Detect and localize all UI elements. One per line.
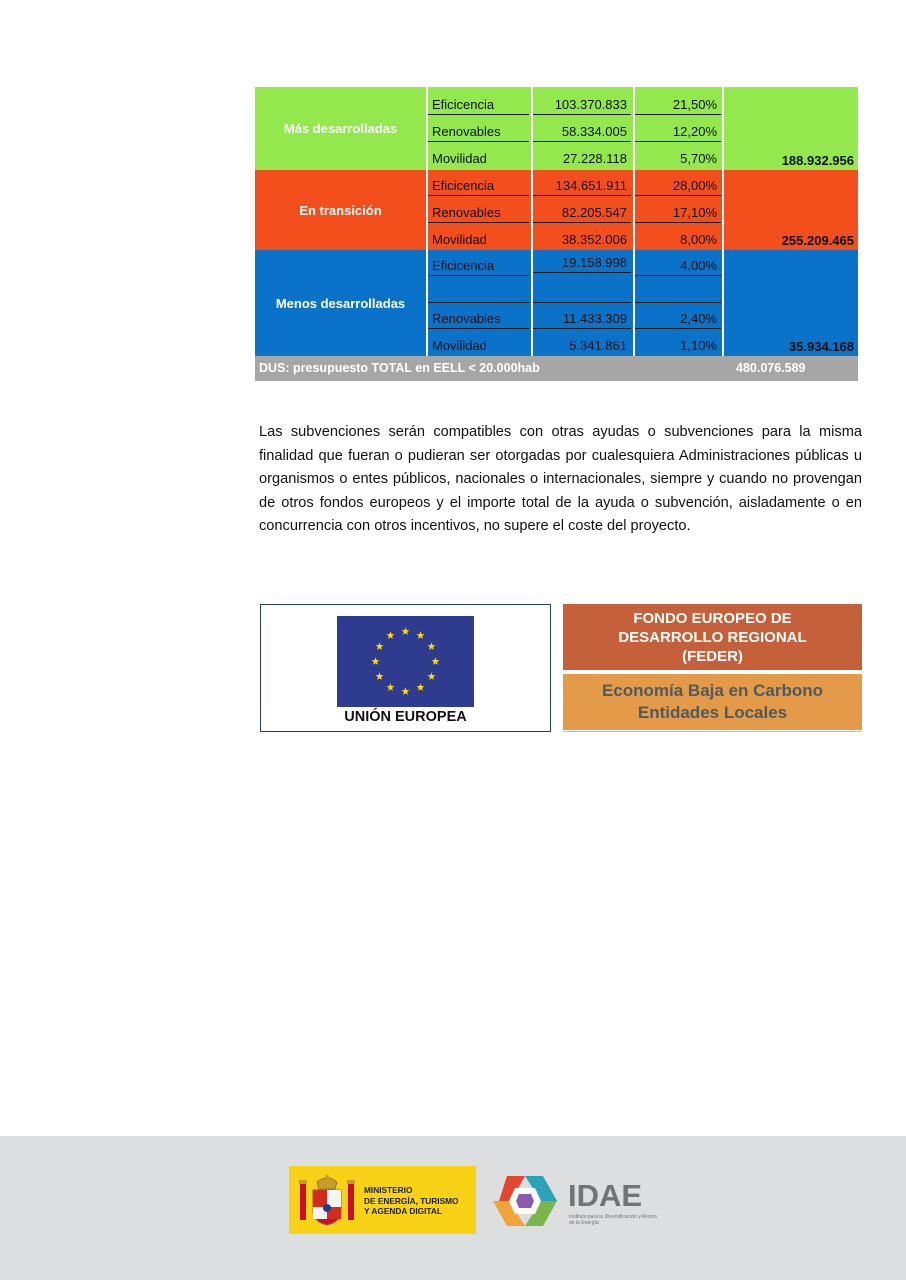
energy-type: Movilidad xyxy=(432,232,487,247)
column-separator xyxy=(722,87,724,170)
energy-type: Movilidad xyxy=(432,338,487,353)
body-paragraph: Las subvenciones serán compatibles con otras ayudas o subvenciones para la misma finalidad que fueran o pudieran ser otorgadas por cualesquiera Administraciones públicas u organismos o entes públicos, nacionales o internacionales, siempre y cuando no provengan de otros fondos europeos y el importe total de la ayuda o subvención, aisladamente o en concurrencia con otros incentivos, no supere el coste del proyecto. xyxy=(259,424,862,534)
eu-label: UNIÓN EUROPEA xyxy=(344,709,467,725)
energy-type: Eficicencia xyxy=(428,170,529,196)
percent-value: 17,10% xyxy=(635,197,721,223)
region-label: Menos desarrolladas xyxy=(275,295,406,311)
region-block xyxy=(255,250,858,356)
percent-value: 8,00% xyxy=(680,232,717,247)
amount-value: 5.341.861 xyxy=(569,338,627,353)
amount-value xyxy=(533,277,631,303)
grand-total-label: DUS: presupuesto TOTAL en EELL < 20.000hab xyxy=(259,361,540,375)
coat-of-arms-icon xyxy=(297,1172,357,1228)
program-title-line: Entidades Locales xyxy=(637,703,788,722)
grand-total-value: 480.076.589 xyxy=(736,361,806,375)
percent-value: 28,00% xyxy=(635,170,721,196)
region-block xyxy=(255,87,858,170)
energy-type xyxy=(428,277,529,303)
amount-value: 27.228.118 xyxy=(562,151,627,166)
column-separator xyxy=(722,250,724,356)
region-total: 255.209.465 xyxy=(781,233,854,248)
region-total: 188.932.956 xyxy=(781,153,854,168)
region-total: 35.934.168 xyxy=(788,339,854,354)
amount-value: 58.334.005 xyxy=(533,116,631,142)
region-label: En transición xyxy=(299,202,382,218)
amount-value: 82.205.547 xyxy=(533,197,631,223)
percent-value: 5,70% xyxy=(680,151,717,166)
energy-type: Eficicencia xyxy=(428,250,529,276)
amount-value: 103.370.833 xyxy=(533,89,631,115)
grand-total-row xyxy=(255,356,858,381)
feder-title xyxy=(563,604,862,670)
region-label: Más desarrolladas xyxy=(283,121,398,136)
ministry-logo xyxy=(289,1166,476,1234)
feder-title-line: FONDO EUROPEO DE xyxy=(633,610,792,627)
idae-mark-icon xyxy=(485,1172,565,1230)
energy-type: Renovables xyxy=(428,116,529,142)
energy-type: Movilidad xyxy=(432,151,487,166)
program-title xyxy=(563,674,862,730)
program-title-line: Economía Baja en Carbono xyxy=(601,681,824,700)
feder-title-line: (FEDER) xyxy=(682,648,743,665)
ministry-name xyxy=(364,1185,474,1217)
amount-value: 19.158.998 xyxy=(533,247,631,273)
percent-value: 1,10% xyxy=(680,338,717,353)
percent-value: 12,20% xyxy=(635,116,721,142)
amount-value: 134.651.911 xyxy=(533,170,631,196)
percent-value: 21,50% xyxy=(635,89,721,115)
amount-value: 38.352.006 xyxy=(561,232,627,247)
idae-logo xyxy=(485,1172,655,1230)
idae-subtitle: Instituto para la Diversificación y Ahorro de la Energía xyxy=(569,1214,657,1226)
feder-logo xyxy=(563,604,862,732)
eu-flag-icon xyxy=(337,616,474,707)
amount-value: 11.433.309 xyxy=(533,303,631,329)
eu-logo xyxy=(260,604,551,732)
column-separator xyxy=(722,170,724,250)
percent-value: 4,00% xyxy=(635,250,721,276)
energy-type: Renovables xyxy=(428,197,529,223)
ministry-line: DE ENERGÍA, TURISMO xyxy=(364,1195,459,1206)
energy-type: Eficicencia xyxy=(428,89,529,115)
energy-type: Renovables xyxy=(428,303,529,329)
percent-value: 2,40% xyxy=(635,303,721,329)
footer xyxy=(0,1136,906,1280)
ministry-line: Y AGENDA DIGITAL xyxy=(364,1206,442,1216)
ministry-line: MINISTERIO xyxy=(364,1185,413,1195)
feder-title-line: DESARROLLO REGIONAL xyxy=(618,629,807,646)
idae-name: IDAE xyxy=(568,1178,643,1213)
percent-value xyxy=(635,277,721,303)
region-block xyxy=(255,170,858,250)
divider xyxy=(563,731,862,732)
